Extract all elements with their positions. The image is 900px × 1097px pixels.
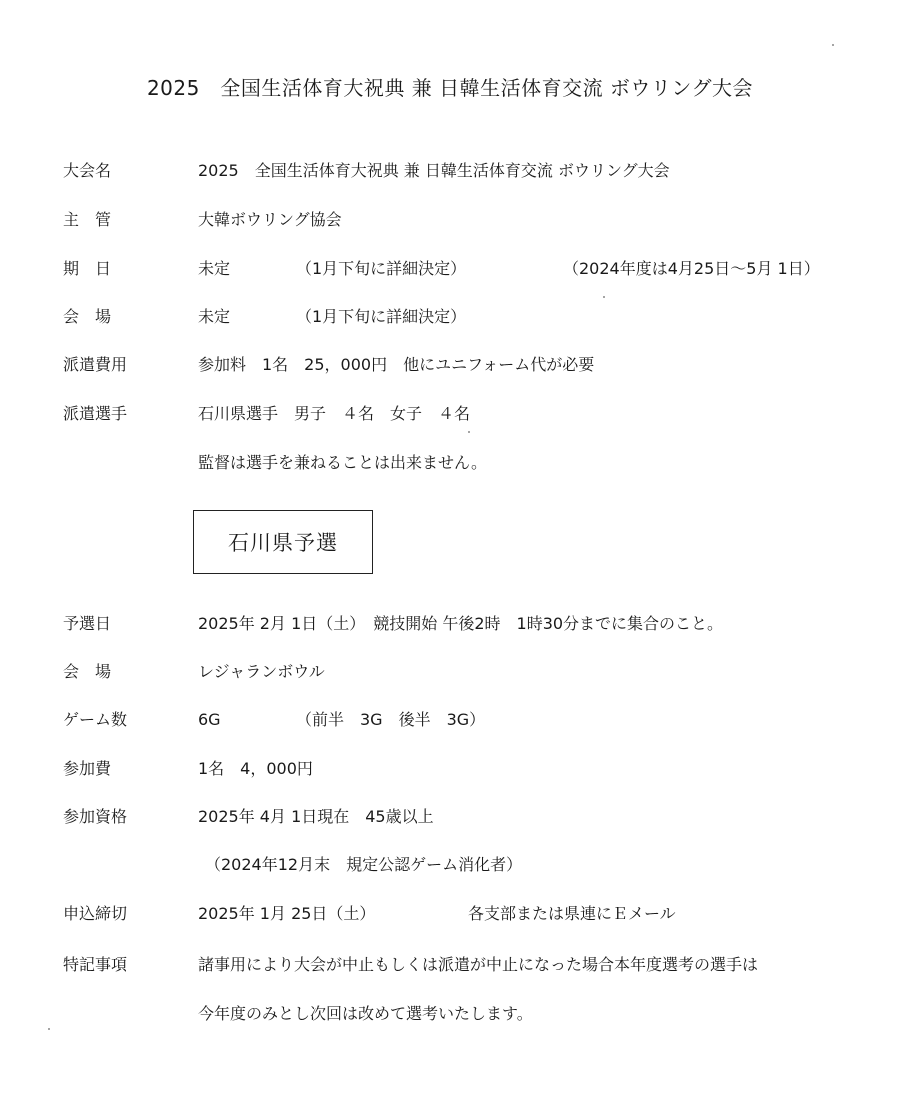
cost-row [0,352,900,378]
venue-row [0,304,900,330]
special-row [0,952,900,978]
special-line1: 諸事用により大会が中止もしくは派遣が中止になった場合本年度選考の選手は [198,955,759,974]
cost-label: 派遣費用 [63,355,128,374]
special-label: 特記事項 [63,955,128,974]
qualifier-venue-label: 会 場 [63,662,112,681]
date-note: （1月下旬に詳細決定） [296,259,467,278]
date-value: 未定 [198,259,231,278]
special-line2: 今年度のみとし次回は改めて選考いたします。 [198,1004,533,1023]
games-note: （前半 3G 後半 3G） [296,710,486,729]
players-row [0,401,900,427]
qualifier-date-value: 2025年 2月 1日（土） 競技開始 午後2時 1時30分までに集合のこと。 [198,614,724,633]
games-value: 6G [198,710,221,729]
games-row [0,707,900,733]
deadline-value: 2025年 1月 25日（土） [198,904,376,923]
qualifier-date-label: 予選日 [63,614,112,633]
scan-speck [603,296,605,298]
document-title: 2025 全国生活体育大祝典 兼 日韓生活体育交流 ボウリング大会 [146,76,754,100]
cost-value: 参加料 1名 25，000円 他にユニフォーム代が必要 [198,355,595,374]
eligibility-label: 参加資格 [63,807,128,826]
fee-value: 1名 4，000円 [198,759,313,778]
tournament-name-row [0,158,900,184]
deadline-note: 各支部または県連にＥメール [468,904,676,923]
deadline-label: 申込締切 [63,904,128,923]
tournament-name-value: 2025 全国生活体育大祝典 兼 日韓生活体育交流 ボウリング大会 [198,161,670,180]
qualifier-date-row [0,611,900,637]
eligibility-row [0,804,900,830]
players-note: 監督は選手を兼ねることは出来ません。 [198,453,487,472]
qualifier-heading: 石川県予選 [228,531,338,555]
qualifier-venue-value: レジャランボウル [198,662,325,681]
venue-value: 未定 [198,307,231,326]
deadline-row [0,901,900,927]
scan-speck [48,1028,50,1030]
date-label: 期 日 [63,259,112,278]
games-label: ゲーム数 [63,710,128,729]
fee-row [0,756,900,782]
eligibility-note-row [0,852,900,878]
players-note-row [0,450,900,476]
scan-speck [468,431,470,433]
qualifier-heading-box [193,510,373,574]
special-line2-row [0,1001,900,1027]
fee-label: 参加費 [63,759,112,778]
venue-label: 会 場 [63,307,112,326]
organizer-value: 大韓ボウリング協会 [198,210,342,229]
eligibility-note: （2024年12月末 規定公認ゲーム消化者） [205,855,523,874]
date-row [0,256,900,282]
venue-note: （1月下旬に詳細決定） [296,307,467,326]
date-reference: （2024年度は4月25日〜5月 1日） [563,259,820,278]
qualifier-venue-row [0,659,900,685]
organizer-row [0,207,900,233]
organizer-label: 主 管 [63,210,112,229]
eligibility-value: 2025年 4月 1日現在 45歳以上 [198,807,434,826]
players-value: 石川県選手 男子 ４名 女子 ４名 [198,404,471,423]
scan-speck [832,44,834,46]
players-label: 派遣選手 [63,404,128,423]
tournament-name-label: 大会名 [63,161,112,180]
